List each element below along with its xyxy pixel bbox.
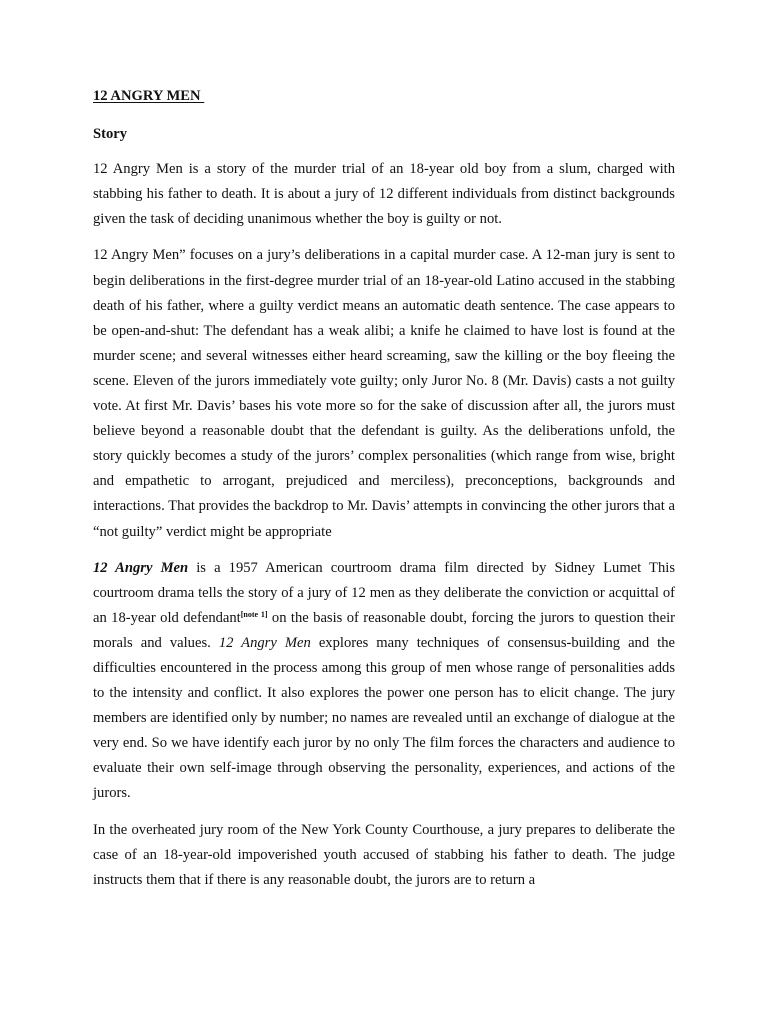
paragraph-intro: 12 Angry Men is a story of the murder trial of an 18-year old boy from a slum, charged with stabbing his father to death. It is about a jury of 12 different individuals from distinct backgrounds given the task of deciding unanimous whether the boy is guilty or not. [93, 161, 675, 228]
section-heading-story: Story [93, 126, 128, 143]
document-page [93, 84, 675, 904]
document-title: 12 ANGRY MEN [93, 88, 205, 104]
paragraph-text-a: is a 1957 American courtroom drama film directed by Sidney Lumet This courtroom drama tells the story of a jury of 12 men as they deliberate the conviction or acquittal of an 18-year old defendant [93, 559, 675, 626]
paragraph-jury-room: In the overheated jury room of the New York County Courthouse, a jury prepares to deliberate the case of an 18-year-old impoverished youth accused of stabbing his father to death. The judge instructs them that if there is any reasonable doubt, the jurors are to return a [93, 821, 675, 888]
film-title-bold: 12 Angry Men [93, 559, 189, 576]
paragraph-deliberations: 12 Angry Men” focuses on a jury’s deliberations in a capital murder case. A 12-man jury is sent to begin deliberations in the first-degree murder trial of an 18-year-old Latino accused in the stabbing death of his father, where a guilty verdict means an automatic death sentence. The case appears to be open-and-shut: The defendant has a weak alibi; a knife he claimed to have lost is found at the murder scene; and several witnesses either heard screaming, saw the killing or the boy fleeing the scene. Eleven of the jurors immediately vote guilty; only Juror No. 8 (Mr. Davis) casts a not guilty vote. At first Mr. Davis’ bases his vote more so for the sake of discussion after all, the jurors must believe beyond a reasonable doubt that the defendant is guilty. As the deliberations unfold, the story quickly becomes a study of the jurors’ complex personalities (which range from wise, bright and empathetic to arrogant, prejudiced and merciless), preconceptions, backgrounds and interactions. That provides the backdrop to Mr. Davis’ attempts in convincing the other jurors that a “not guilty” verdict might be appropriate [93, 247, 675, 540]
paragraph-film-overview [93, 556, 675, 807]
paragraph-text-c: explores many techniques of consensus-building and the difficulties encountered in the process among this group of men whose range of personalities adds to the intensity and conflict. It also explores the power one person has to elicit change. The jury members are identified only by number; no names are revealed until an exchange of dialogue at the very end. So we have identify each juror by no only The film forces the characters and audience to evaluate their own self-image through observing the personality, experiences, and actions of the jurors. [93, 634, 675, 802]
footnote-reference[interactable]: [note 1] [240, 609, 268, 619]
film-title-italic: 12 Angry Men [218, 634, 311, 651]
paragraph-text-b: on the basis of reasonable doubt, forcing the jurors to question their morals and values. [93, 609, 675, 651]
